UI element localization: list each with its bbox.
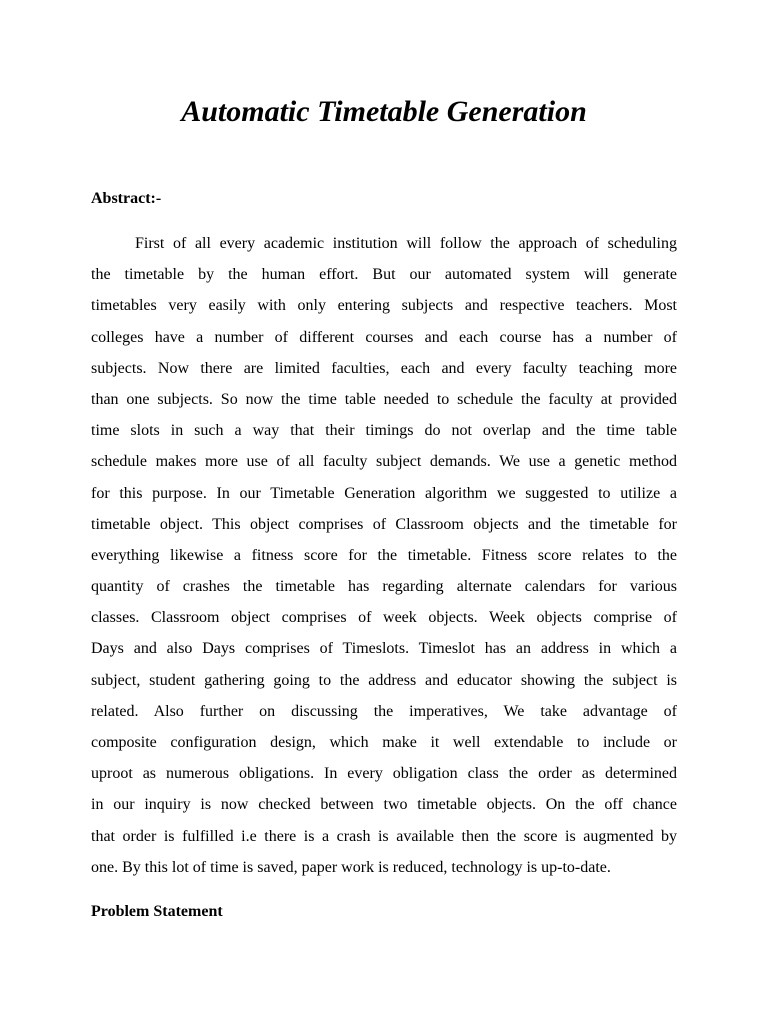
- abstract-line: related. Also further on discussing the imperatives, We take advantage of: [91, 702, 677, 720]
- document-title: Automatic Timetable Generation: [181, 95, 587, 128]
- abstract-line: timetables very easily with only entering subjects and respective teachers. Most: [91, 297, 677, 315]
- abstract-line: schedule makes more use of all faculty subject demands. We use a genetic method: [91, 453, 677, 471]
- abstract-line: time slots in such a way that their timings do not overlap and the time table: [91, 422, 677, 440]
- abstract-heading: Abstract:-: [91, 190, 162, 207]
- abstract-line: that order is fulfilled i.e there is a crash is available then the score is augmented by: [91, 827, 677, 845]
- abstract-line: timetable object. This object comprises of Classroom objects and the timetable for: [91, 515, 677, 533]
- abstract-line: uproot as numerous obligations. In every obligation class the order as determined: [91, 765, 677, 783]
- abstract-line: colleges have a number of different courses and each course has a number of: [91, 328, 677, 346]
- abstract-line: than one subjects. So now the time table needed to schedule the faculty at provided: [91, 390, 677, 408]
- abstract-line: First of all every academic institution will follow the approach of scheduling: [135, 235, 677, 252]
- abstract-line: quantity of crashes the timetable has regarding alternate calendars for various: [91, 578, 677, 596]
- abstract-line: everything likewise a fitness score for the timetable. Fitness score relates to the: [91, 546, 677, 564]
- abstract-paragraph: [91, 228, 677, 883]
- abstract-line: one. By this lot of time is saved, paper work is reduced, technology is up-to-date.: [91, 858, 611, 876]
- abstract-line: classes. Classroom object comprises of week objects. Week objects comprise of: [91, 609, 677, 627]
- abstract-line: subject, student gathering going to the address and educator showing the subject is: [91, 671, 677, 689]
- abstract-line: for this purpose. In our Timetable Generation algorithm we suggested to utilize a: [91, 484, 677, 502]
- abstract-line: composite configuration design, which make it well extendable to include or: [91, 734, 677, 751]
- abstract-line: subjects. Now there are limited faculties, each and every faculty teaching more: [91, 359, 677, 377]
- problem-statement-heading: Problem Statement: [91, 903, 223, 920]
- abstract-line: the timetable by the human effort. But our automated system will generate: [91, 266, 677, 284]
- abstract-line: in our inquiry is now checked between two timetable objects. On the off chance: [91, 796, 677, 814]
- abstract-line: Days and also Days comprises of Timeslots. Timeslot has an address in which a: [91, 640, 677, 658]
